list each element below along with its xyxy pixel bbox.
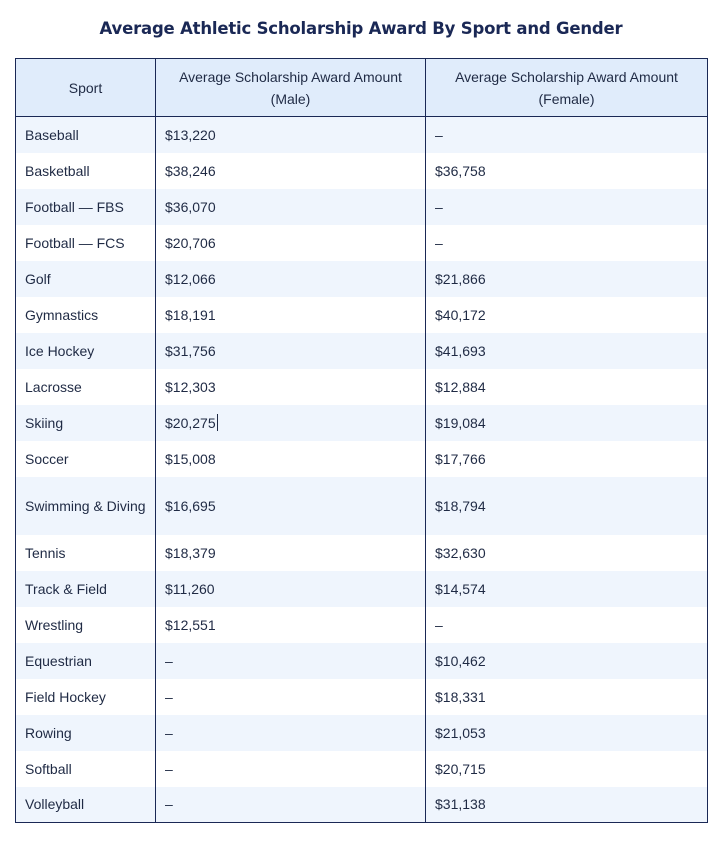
table-row <box>16 261 708 297</box>
table-row <box>16 189 708 225</box>
table-row <box>16 405 708 441</box>
sport-cell: Track & Field <box>16 571 156 607</box>
text-cursor <box>217 414 218 431</box>
scholarship-table <box>15 58 708 823</box>
male-amount-cell: $18,191 <box>156 297 426 333</box>
table-row <box>16 535 708 571</box>
sport-cell: Skiing <box>16 405 156 441</box>
male-amount-cell: $12,551 <box>156 607 426 643</box>
female-amount-cell: $20,715 <box>426 751 708 787</box>
header-row <box>16 59 708 117</box>
sport-cell: Swimming & Diving <box>16 477 156 535</box>
female-amount-cell: $32,630 <box>426 535 708 571</box>
table-row <box>16 117 708 153</box>
female-amount-cell: $14,574 <box>426 571 708 607</box>
female-amount-cell: – <box>426 189 708 225</box>
male-amount-cell: – <box>156 679 426 715</box>
male-amount-cell: – <box>156 643 426 679</box>
male-amount-cell: $12,066 <box>156 261 426 297</box>
sport-cell: Ice Hockey <box>16 333 156 369</box>
table-row <box>16 477 708 535</box>
female-amount-cell: – <box>426 117 708 153</box>
female-amount-cell: $10,462 <box>426 643 708 679</box>
sport-cell: Basketball <box>16 153 156 189</box>
sport-cell: Gymnastics <box>16 297 156 333</box>
table-row <box>16 787 708 823</box>
female-amount-cell: $21,053 <box>426 715 708 751</box>
sport-cell: Lacrosse <box>16 369 156 405</box>
sport-cell: Football — FBS <box>16 189 156 225</box>
table-row <box>16 225 708 261</box>
female-amount-cell: $18,331 <box>426 679 708 715</box>
sport-cell: Field Hockey <box>16 679 156 715</box>
table-row <box>16 571 708 607</box>
table-row <box>16 333 708 369</box>
female-amount-cell: $41,693 <box>426 333 708 369</box>
sport-cell: Golf <box>16 261 156 297</box>
table-row <box>16 679 708 715</box>
female-amount-cell: $31,138 <box>426 787 708 823</box>
sport-cell: Volleyball <box>16 787 156 823</box>
male-amount-text: $20,275 <box>165 414 216 431</box>
table-row <box>16 153 708 189</box>
male-amount-cell: – <box>156 787 426 823</box>
female-amount-cell: $40,172 <box>426 297 708 333</box>
sport-cell: Baseball <box>16 117 156 153</box>
female-amount-cell: – <box>426 225 708 261</box>
table-row <box>16 643 708 679</box>
sport-cell: Tennis <box>16 535 156 571</box>
male-amount-cell: – <box>156 715 426 751</box>
female-amount-cell: $36,758 <box>426 153 708 189</box>
male-amount-cell: $31,756 <box>156 333 426 369</box>
sport-cell: Wrestling <box>16 607 156 643</box>
female-amount-cell: – <box>426 607 708 643</box>
sport-cell: Soccer <box>16 441 156 477</box>
male-amount-cell: $16,695 <box>156 477 426 535</box>
male-amount-cell: $20,706 <box>156 225 426 261</box>
male-amount-cell: – <box>156 751 426 787</box>
male-amount-cell: $13,220 <box>156 117 426 153</box>
male-amount-cell[interactable] <box>156 405 426 441</box>
male-amount-cell: $12,303 <box>156 369 426 405</box>
female-amount-cell: $18,794 <box>426 477 708 535</box>
table-title: Average Athletic Scholarship Award By Sport and Gender <box>99 19 623 38</box>
header-male: Average Scholarship Award Amount (Male) <box>156 59 426 117</box>
table-row <box>16 607 708 643</box>
sport-cell: Football — FCS <box>16 225 156 261</box>
male-amount-cell: $36,070 <box>156 189 426 225</box>
table-row <box>16 369 708 405</box>
table-row <box>16 441 708 477</box>
female-amount-cell: $21,866 <box>426 261 708 297</box>
male-amount-cell: $15,008 <box>156 441 426 477</box>
female-amount-cell: $17,766 <box>426 441 708 477</box>
sport-cell: Softball <box>16 751 156 787</box>
table-row <box>16 297 708 333</box>
male-amount-cell: $11,260 <box>156 571 426 607</box>
sport-cell: Rowing <box>16 715 156 751</box>
header-female: Average Scholarship Award Amount (Female) <box>426 59 708 117</box>
female-amount-cell: $12,884 <box>426 369 708 405</box>
male-amount-cell: $38,246 <box>156 153 426 189</box>
header-sport: Sport <box>16 59 156 117</box>
table-row <box>16 715 708 751</box>
sport-cell: Equestrian <box>16 643 156 679</box>
male-amount-cell: $18,379 <box>156 535 426 571</box>
table-row <box>16 751 708 787</box>
female-amount-cell: $19,084 <box>426 405 708 441</box>
